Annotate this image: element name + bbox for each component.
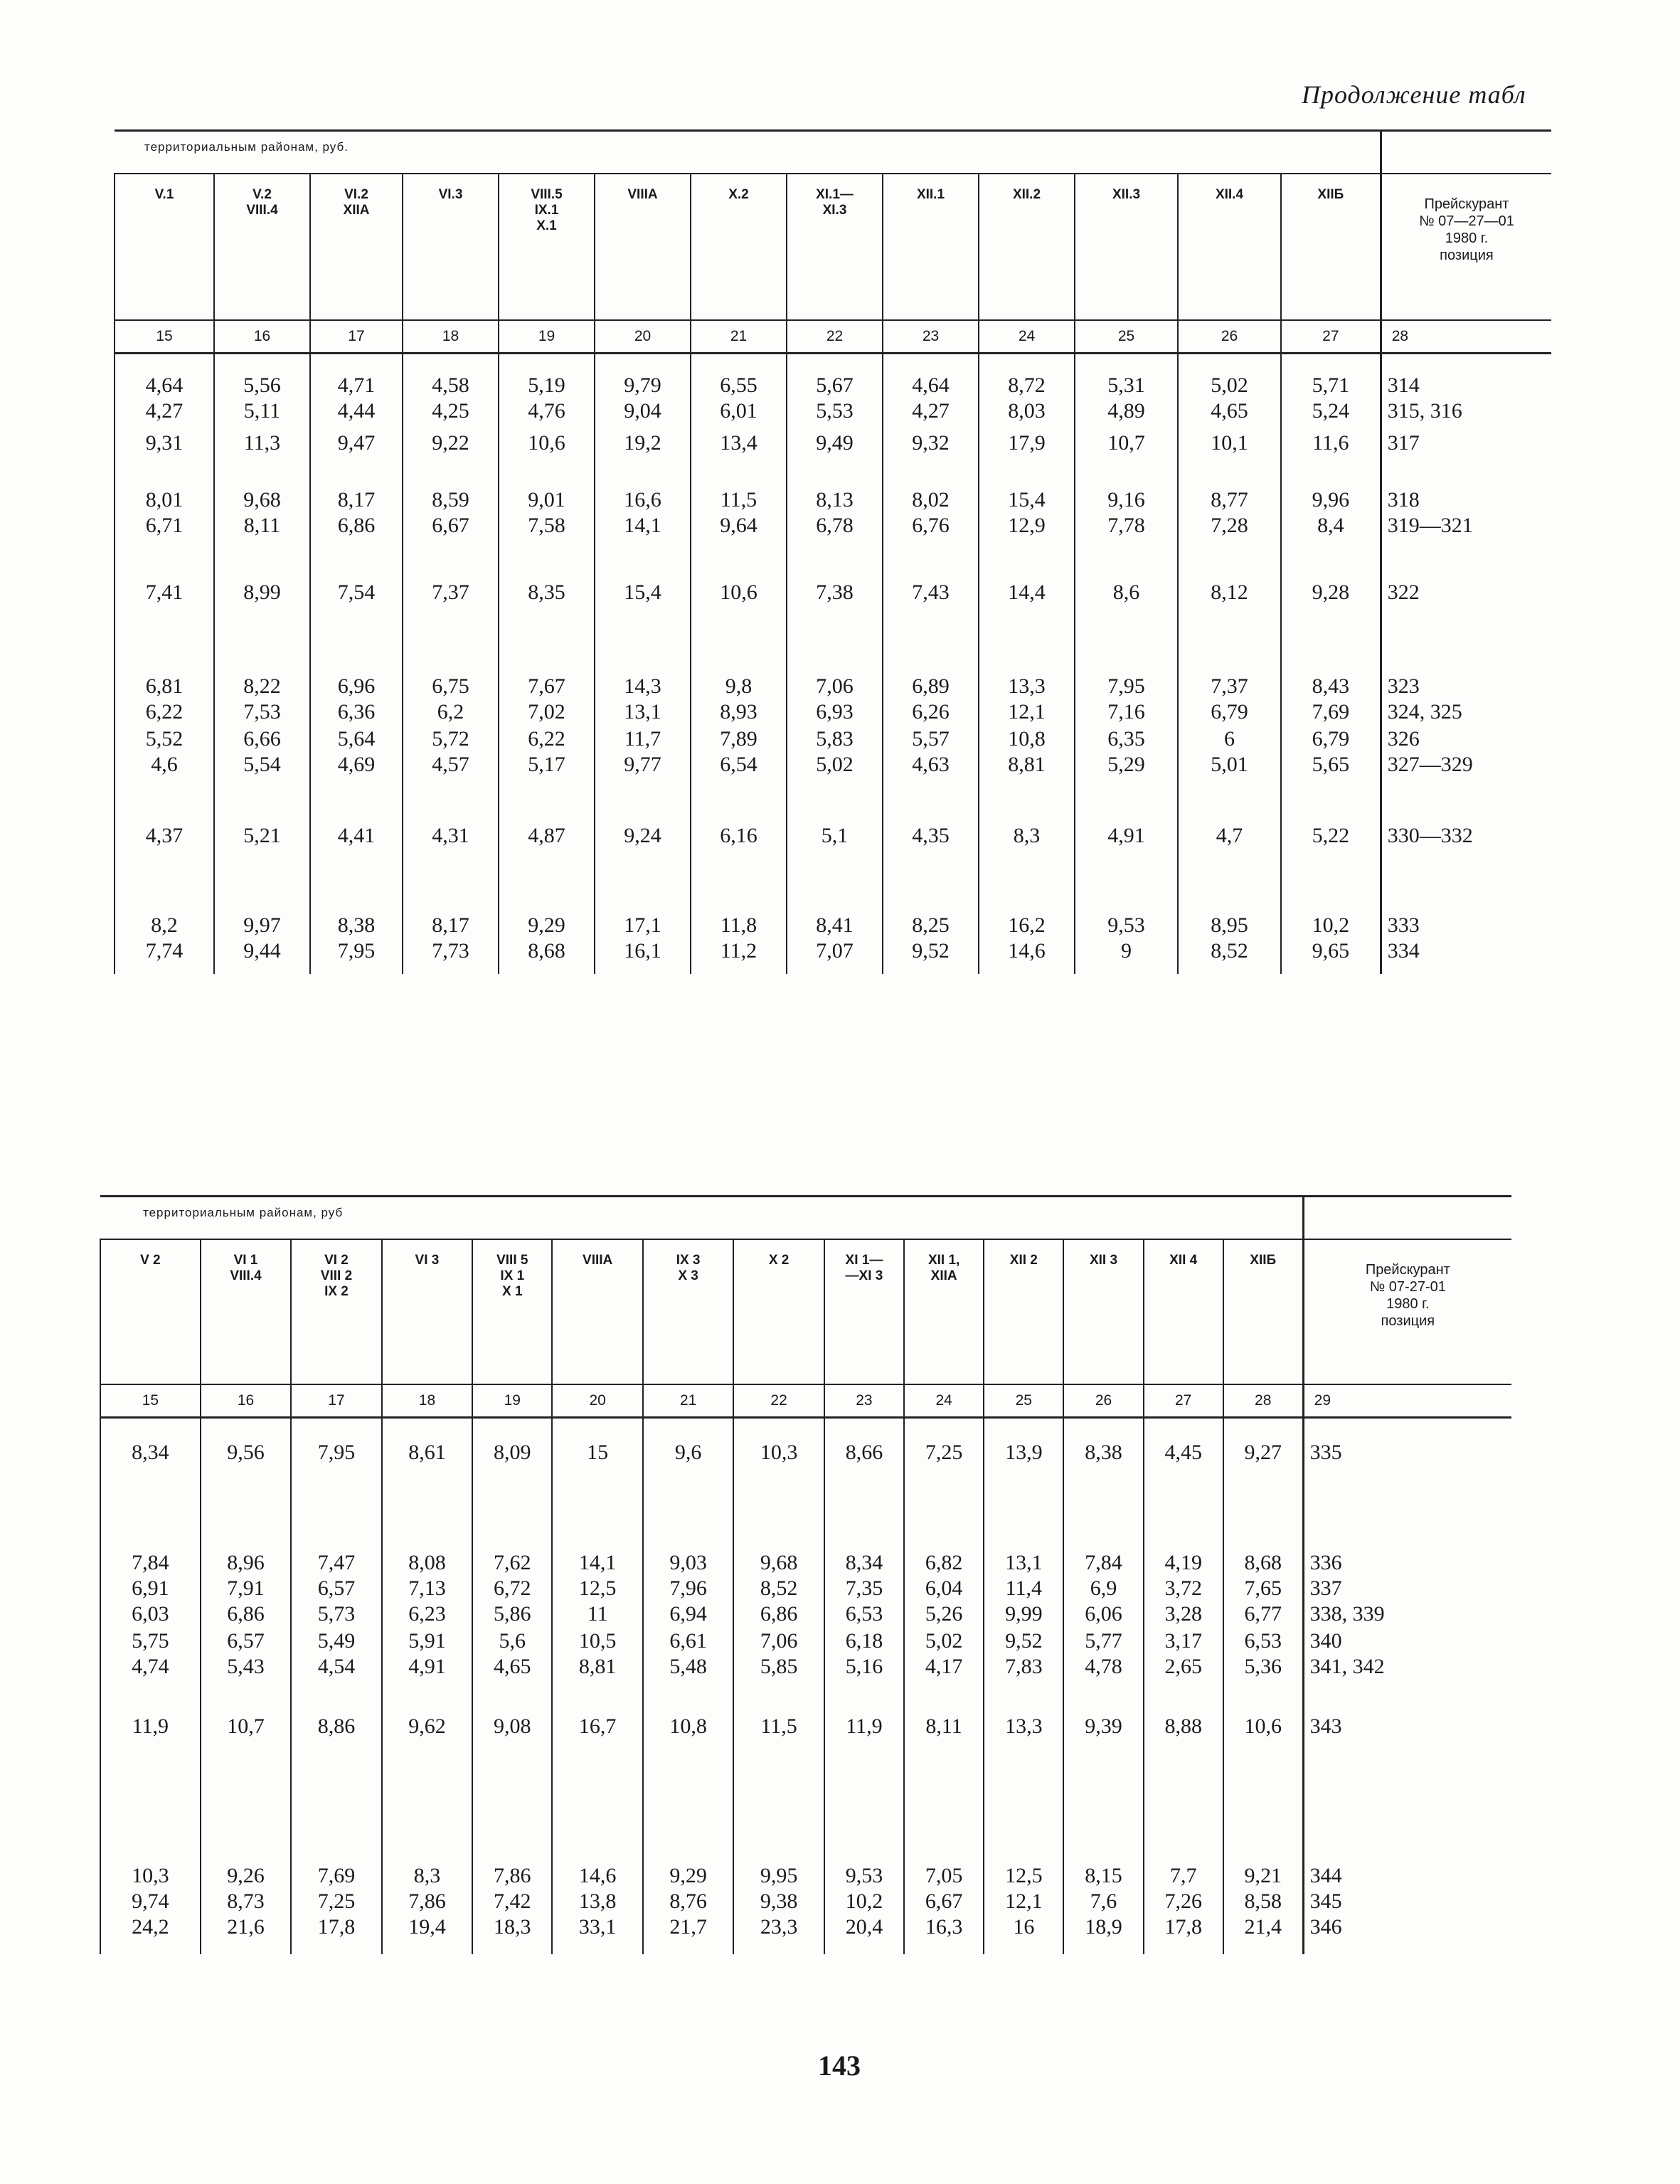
table-cell: 9,52 7,83: [984, 1628, 1063, 1707]
col-header: XII.3: [1075, 174, 1178, 320]
table-cell: 8,2 7,74: [115, 896, 214, 974]
table-cell: 7,05 6,67: [904, 1842, 984, 1914]
table-cell: 4,58 4,25: [403, 354, 499, 425]
table-row: [115, 566, 1551, 655]
table-row: [115, 425, 1551, 482]
table-row: [100, 1914, 1511, 1954]
price-list-position: 344 345: [1303, 1842, 1511, 1914]
table-cell: 8,01 6,71: [115, 482, 214, 566]
table-cell: 9,24: [595, 809, 691, 896]
price-list-position: 336 337 338, 339: [1303, 1525, 1511, 1628]
table-cell: 8,61: [382, 1418, 472, 1525]
table-cell: 4,19 3,72 3,28: [1144, 1525, 1223, 1628]
table-cell: 16,7: [552, 1707, 642, 1842]
table-cell: 8,3 7,86: [382, 1842, 472, 1914]
table-cell: 7,69 7,25: [291, 1842, 381, 1914]
table-row: [100, 1418, 1511, 1525]
table-cell: 6,16: [691, 809, 787, 896]
col-header: X 2: [733, 1239, 824, 1384]
column-number: 22: [787, 320, 883, 354]
table-cell: 6,66 5,54: [214, 726, 310, 809]
table-cell: 7,95 7,16: [1075, 655, 1178, 726]
table-cell: 8,3: [979, 809, 1075, 896]
column-number: 25: [984, 1384, 1063, 1418]
column-number-row: [100, 1384, 1511, 1418]
column-number: 18: [382, 1384, 472, 1418]
table-cell: 5,22: [1281, 809, 1381, 896]
table-cell: 17,1 16,1: [595, 896, 691, 974]
territorial-areas-label: территориальным районам, руб: [100, 1197, 1303, 1240]
table-row: [115, 809, 1551, 896]
table-cell: 9,22: [403, 425, 499, 482]
table-cell: 20,4: [824, 1914, 904, 1954]
column-number: 17: [291, 1384, 381, 1418]
table-cell: 8,66: [824, 1418, 904, 1525]
table-cell: 21,6: [201, 1914, 291, 1954]
table-row: [115, 482, 1551, 566]
table-cell: 7,62 6,72 5,86: [472, 1525, 552, 1628]
table-cell: 3,17 2,65: [1144, 1628, 1223, 1707]
table-cell: 9,97 9,44: [214, 896, 310, 974]
table-cell: 6,81 6,22: [115, 655, 214, 726]
column-number: 20: [595, 320, 691, 354]
col-header: XIIБ: [1281, 174, 1381, 320]
col-header: VI.2 XIIA: [310, 174, 403, 320]
table-cell: 5,91 4,91: [382, 1628, 472, 1707]
table-cell: 4,35: [883, 809, 979, 896]
col-header: XI.1— XI.3: [787, 174, 883, 320]
table-cell: 4,45: [1144, 1418, 1223, 1525]
table-cell: 7,84 6,91 6,03: [100, 1525, 201, 1628]
table-cell: 10,6: [1223, 1707, 1303, 1842]
table-cell: 10,8: [643, 1707, 733, 1842]
header-spacer: [1303, 1197, 1511, 1240]
table-cell: 9,53 10,2: [824, 1842, 904, 1914]
col-header: VIIIA: [595, 174, 691, 320]
table-cell: 8,77 7,28: [1178, 482, 1281, 566]
table-cell: 11,3: [214, 425, 310, 482]
table-cell: 9,49: [787, 425, 883, 482]
table-cell: 9,53 9: [1075, 896, 1178, 974]
table-cell: 5,1: [787, 809, 883, 896]
col-header: XII 4: [1144, 1239, 1223, 1384]
table-cell: 8,6: [1075, 566, 1178, 655]
column-number: 25: [1075, 320, 1178, 354]
table-cell: 14,3 13,1: [595, 655, 691, 726]
col-header: XII.1: [883, 174, 979, 320]
table-cell: 9,68 8,11: [214, 482, 310, 566]
table-cell: 33,1: [552, 1914, 642, 1954]
table-cell: 5,83 5,02: [787, 726, 883, 809]
table-cell: 5,02 4,65: [1178, 354, 1281, 425]
table-cell: 5,57 4,63: [883, 726, 979, 809]
table-cell: 8,25 9,52: [883, 896, 979, 974]
table-cell: 8,02 6,76: [883, 482, 979, 566]
table-cell: 16,6 14,1: [595, 482, 691, 566]
table-cell: 5,64 4,69: [310, 726, 403, 809]
table-cell: 16: [984, 1914, 1063, 1954]
table-cell: 5,02 4,17: [904, 1628, 984, 1707]
table-cell: 5,75 4,74: [100, 1628, 201, 1707]
table-cell: 7,47 6,57 5,73: [291, 1525, 381, 1628]
table-cell: 7,06 6,93: [787, 655, 883, 726]
column-number: 19: [499, 320, 595, 354]
column-number: 28: [1381, 320, 1551, 354]
table-cell: 5,31 4,89: [1075, 354, 1178, 425]
table-cell: 8,09: [472, 1418, 552, 1525]
table-cell: 9,29 8,76: [643, 1842, 733, 1914]
table-cell: 11,5: [733, 1707, 824, 1842]
table-2-body: [100, 1418, 1511, 1954]
table-cell: 8,17 6,86: [310, 482, 403, 566]
table-cell: 9,27: [1223, 1418, 1303, 1525]
table-row: [100, 1628, 1511, 1707]
column-number: 18: [403, 320, 499, 354]
table-cell: 17,8: [291, 1914, 381, 1954]
table-cell: 7,67 7,02: [499, 655, 595, 726]
table-cell: 11,7 9,77: [595, 726, 691, 809]
table-cell: 6,82 6,04 5,26: [904, 1525, 984, 1628]
table-cell: 7,37: [403, 566, 499, 655]
table-cell: 5,77 4,78: [1063, 1628, 1143, 1707]
table-cell: 8,68 7,65 6,77: [1223, 1525, 1303, 1628]
table-cell: 17,9: [979, 425, 1075, 482]
table-cell: 4,71 4,44: [310, 354, 403, 425]
price-list-position: 323 324, 325: [1381, 655, 1551, 726]
table-cell: 8,35: [499, 566, 595, 655]
table-cell: 8,43 7,69: [1281, 655, 1381, 726]
table-cell: 8,38 7,95: [310, 896, 403, 974]
table-cell: 7,41: [115, 566, 214, 655]
table-cell: 7,86 7,42: [472, 1842, 552, 1914]
table-cell: 9,8 8,93: [691, 655, 787, 726]
column-number: 23: [824, 1384, 904, 1418]
table-cell: 8,13 6,78: [787, 482, 883, 566]
table-cell: 9,21 8,58: [1223, 1842, 1303, 1914]
price-list-position: 322: [1381, 566, 1551, 655]
table-cell: 5,67 5,53: [787, 354, 883, 425]
table-cell: 13,9: [984, 1418, 1063, 1525]
table-cell: 16,3: [904, 1914, 984, 1954]
table-cell: 9,68 8,52 6,86: [733, 1525, 824, 1628]
table-cell: 8,08 7,13 6,23: [382, 1525, 472, 1628]
table-cell: 9,79 9,04: [595, 354, 691, 425]
table-cell: 5,21: [214, 809, 310, 896]
table-cell: 11,5 9,64: [691, 482, 787, 566]
column-number: 22: [733, 1384, 824, 1418]
table-cell: 6,61 5,48: [643, 1628, 733, 1707]
price-list-position-header: Прейскурант № 07—27—01 1980 г. позиция: [1381, 174, 1551, 320]
table-cell: 8,22 7,53: [214, 655, 310, 726]
column-number: 23: [883, 320, 979, 354]
column-number: 15: [100, 1384, 201, 1418]
column-number: 24: [904, 1384, 984, 1418]
table-cell: 4,91: [1075, 809, 1178, 896]
table-cell: 9,96 8,4: [1281, 482, 1381, 566]
table-cell: 9,32: [883, 425, 979, 482]
table-cell: 6,57 5,43: [201, 1628, 291, 1707]
table-cell: 9,08: [472, 1707, 552, 1842]
table-cell: 4,87: [499, 809, 595, 896]
col-header: XII.2: [979, 174, 1075, 320]
table-row: [100, 1707, 1511, 1842]
table-cell: 9,31: [115, 425, 214, 482]
table-cell: 18,3: [472, 1914, 552, 1954]
table-cell: 10,6: [691, 566, 787, 655]
table-cell: 14,4: [979, 566, 1075, 655]
table-cell: 17,8: [1144, 1914, 1223, 1954]
table-cell: 19,2: [595, 425, 691, 482]
table-cell: 8,34: [100, 1418, 201, 1525]
col-header: VI 3: [382, 1239, 472, 1384]
col-header: XII 3: [1063, 1239, 1143, 1384]
table-cell: 9,28: [1281, 566, 1381, 655]
table-cell: 7,7 7,26: [1144, 1842, 1223, 1914]
column-number: 29: [1303, 1384, 1511, 1418]
column-number-row: [115, 320, 1551, 354]
table-cell: 9,95 9,38: [733, 1842, 824, 1914]
column-number: 28: [1223, 1384, 1303, 1418]
table-cell: 8,38: [1063, 1418, 1143, 1525]
table-cell: 8,86: [291, 1707, 381, 1842]
table-cell: 8,15 7,6: [1063, 1842, 1143, 1914]
table-1-body: [115, 354, 1551, 974]
table-cell: 8,72 8,03: [979, 354, 1075, 425]
table-cell: 5,19 4,76: [499, 354, 595, 425]
column-number: 26: [1178, 320, 1281, 354]
col-header: V.1: [115, 174, 214, 320]
table-row: [115, 655, 1551, 726]
table-cell: 7,06 5,85: [733, 1628, 824, 1707]
col-header: XII 1, XIIA: [904, 1239, 984, 1384]
table-cell: 9,6: [643, 1418, 733, 1525]
table-cell: 6,18 5,16: [824, 1628, 904, 1707]
price-list-position: 333 334: [1381, 896, 1551, 974]
price-list-position: 314 315, 316: [1381, 354, 1551, 425]
col-header: VIIIA: [552, 1239, 642, 1384]
table-cell: 13,3: [984, 1707, 1063, 1842]
table-cell: 4,64 4,27: [883, 354, 979, 425]
price-table-1: [114, 129, 1551, 974]
table-cell: 13,3 12,1: [979, 655, 1075, 726]
table-cell: 9,47: [310, 425, 403, 482]
column-number: 24: [979, 320, 1075, 354]
page-number: 143: [818, 2050, 861, 2082]
header-row: [115, 174, 1551, 320]
table-cell: 10,3: [733, 1418, 824, 1525]
column-number: 21: [643, 1384, 733, 1418]
table-cell: 24,2: [100, 1914, 201, 1954]
col-header: VI 2 VIII 2 IX 2: [291, 1239, 381, 1384]
table-row: [115, 726, 1551, 809]
table-cell: 9,16 7,78: [1075, 482, 1178, 566]
col-header: VI.3: [403, 174, 499, 320]
column-number: 17: [310, 320, 403, 354]
table-cell: 11,8 11,2: [691, 896, 787, 974]
table-cell: 12,5 12,1: [984, 1842, 1063, 1914]
column-number: 16: [214, 320, 310, 354]
table-cell: 10,3 9,74: [100, 1842, 201, 1914]
table-cell: 21,4: [1223, 1914, 1303, 1954]
table-cell: 9,26 8,73: [201, 1842, 291, 1914]
table-cell: 13,1 11,4 9,99: [984, 1525, 1063, 1628]
column-number: 16: [201, 1384, 291, 1418]
table-cell: 8,88: [1144, 1707, 1223, 1842]
col-header: V 2: [100, 1239, 201, 1384]
table-cell: 15: [552, 1418, 642, 1525]
col-header: V.2 VIII.4: [214, 174, 310, 320]
table-cell: 9,39: [1063, 1707, 1143, 1842]
table-cell: 18,9: [1063, 1914, 1143, 1954]
table-cell: 5,52 4,6: [115, 726, 214, 809]
col-header: X.2: [691, 174, 787, 320]
table-cell: 6,96 6,36: [310, 655, 403, 726]
table-cell: 8,96 7,91 6,86: [201, 1525, 291, 1628]
price-list-position: 330—332: [1381, 809, 1551, 896]
table-cell: 9,29 8,68: [499, 896, 595, 974]
table-cell: 7,95: [291, 1418, 381, 1525]
col-header: XIIБ: [1223, 1239, 1303, 1384]
table-cell: 9,56: [201, 1418, 291, 1525]
table-cell: 8,11: [904, 1707, 984, 1842]
table-cell: 10,2 9,65: [1281, 896, 1381, 974]
table-cell: 7,54: [310, 566, 403, 655]
table-cell: 8,17 7,73: [403, 896, 499, 974]
table-cell: 7,84 6,9 6,06: [1063, 1525, 1143, 1628]
column-number: 27: [1281, 320, 1381, 354]
table-cell: 10,7: [1075, 425, 1178, 482]
table-cell: 8,34 7,35 6,53: [824, 1525, 904, 1628]
table-cell: 5,56 5,11: [214, 354, 310, 425]
table-cell: 4,41: [310, 809, 403, 896]
header-spacer: [1381, 131, 1551, 174]
table-cell: 6,79 5,65: [1281, 726, 1381, 809]
table-cell: 7,25: [904, 1418, 984, 1525]
table-cell: 8,12: [1178, 566, 1281, 655]
table-cell: 21,7: [643, 1914, 733, 1954]
table-cell: 7,43: [883, 566, 979, 655]
table-cell: 5,72 4,57: [403, 726, 499, 809]
table-cell: 10,6: [499, 425, 595, 482]
table-cell: 5,71 5,24: [1281, 354, 1381, 425]
table-cell: 6,35 5,29: [1075, 726, 1178, 809]
price-list-position-header: Прейскурант № 07-27-01 1980 г. позиция: [1303, 1239, 1511, 1384]
table-cell: 5,6 4,65: [472, 1628, 552, 1707]
table-cell: 7,38: [787, 566, 883, 655]
table-row: [115, 896, 1551, 974]
column-number: 27: [1144, 1384, 1223, 1418]
table-cell: 5,49 4,54: [291, 1628, 381, 1707]
table-cell: 6,55 6,01: [691, 354, 787, 425]
col-header: VIII.5 IX.1 X.1: [499, 174, 595, 320]
table-cell: 8,41 7,07: [787, 896, 883, 974]
table-cell: 9,03 7,96 6,94: [643, 1525, 733, 1628]
table-cell: 7,89 6,54: [691, 726, 787, 809]
table-cell: 15,4 12,9: [979, 482, 1075, 566]
column-number: 26: [1063, 1384, 1143, 1418]
table-cell: 11,6: [1281, 425, 1381, 482]
table-continuation-caption: Продолжение табл: [1302, 80, 1526, 109]
col-header: XI 1— —XI 3: [824, 1239, 904, 1384]
col-header: VI 1 VIII.4: [201, 1239, 291, 1384]
table-row: [100, 1842, 1511, 1914]
column-number: 21: [691, 320, 787, 354]
table-cell: 8,95 8,52: [1178, 896, 1281, 974]
table-cell: 15,4: [595, 566, 691, 655]
table-row: [115, 354, 1551, 425]
table-cell: 4,37: [115, 809, 214, 896]
table-cell: 8,99: [214, 566, 310, 655]
table-cell: 6 5,01: [1178, 726, 1281, 809]
table-cell: 10,1: [1178, 425, 1281, 482]
table-cell: 13,4: [691, 425, 787, 482]
price-list-position: 340 341, 342: [1303, 1628, 1511, 1707]
table-cell: 19,4: [382, 1914, 472, 1954]
col-header: XII.4: [1178, 174, 1281, 320]
table-cell: 10,5 8,81: [552, 1628, 642, 1707]
col-header: IX 3 X 3: [643, 1239, 733, 1384]
table-cell: 11,9: [824, 1707, 904, 1842]
table-cell: 10,8 8,81: [979, 726, 1075, 809]
table-cell: 7,37 6,79: [1178, 655, 1281, 726]
table-cell: 6,75 6,2: [403, 655, 499, 726]
table-cell: 14,1 12,5 11: [552, 1525, 642, 1628]
table-row: [100, 1525, 1511, 1628]
table-cell: 6,89 6,26: [883, 655, 979, 726]
header-row: [100, 1239, 1511, 1384]
price-table-2: [100, 1195, 1511, 1954]
column-number: 20: [552, 1384, 642, 1418]
table-cell: 16,2 14,6: [979, 896, 1075, 974]
table-cell: 4,7: [1178, 809, 1281, 896]
table-cell: 8,59 6,67: [403, 482, 499, 566]
col-header: VIII 5 IX 1 X 1: [472, 1239, 552, 1384]
price-list-position: 318 319—321: [1381, 482, 1551, 566]
column-number: 15: [115, 320, 214, 354]
table-cell: 9,01 7,58: [499, 482, 595, 566]
price-list-position: 346: [1303, 1914, 1511, 1954]
table-cell: 10,7: [201, 1707, 291, 1842]
table-cell: 6,22 5,17: [499, 726, 595, 809]
price-list-position: 317: [1381, 425, 1551, 482]
price-list-position: 343: [1303, 1707, 1511, 1842]
table-cell: 4,64 4,27: [115, 354, 214, 425]
table-cell: 11,9: [100, 1707, 201, 1842]
column-number: 19: [472, 1384, 552, 1418]
table-cell: 23,3: [733, 1914, 824, 1954]
table-cell: 9,62: [382, 1707, 472, 1842]
table-cell: 4,31: [403, 809, 499, 896]
col-header: XII 2: [984, 1239, 1063, 1384]
price-list-position: 326 327—329: [1381, 726, 1551, 809]
territorial-areas-label: территориальным районам, руб.: [115, 131, 1381, 174]
price-list-position: 335: [1303, 1418, 1511, 1525]
table-cell: 6,53 5,36: [1223, 1628, 1303, 1707]
table-cell: 14,6 13,8: [552, 1842, 642, 1914]
